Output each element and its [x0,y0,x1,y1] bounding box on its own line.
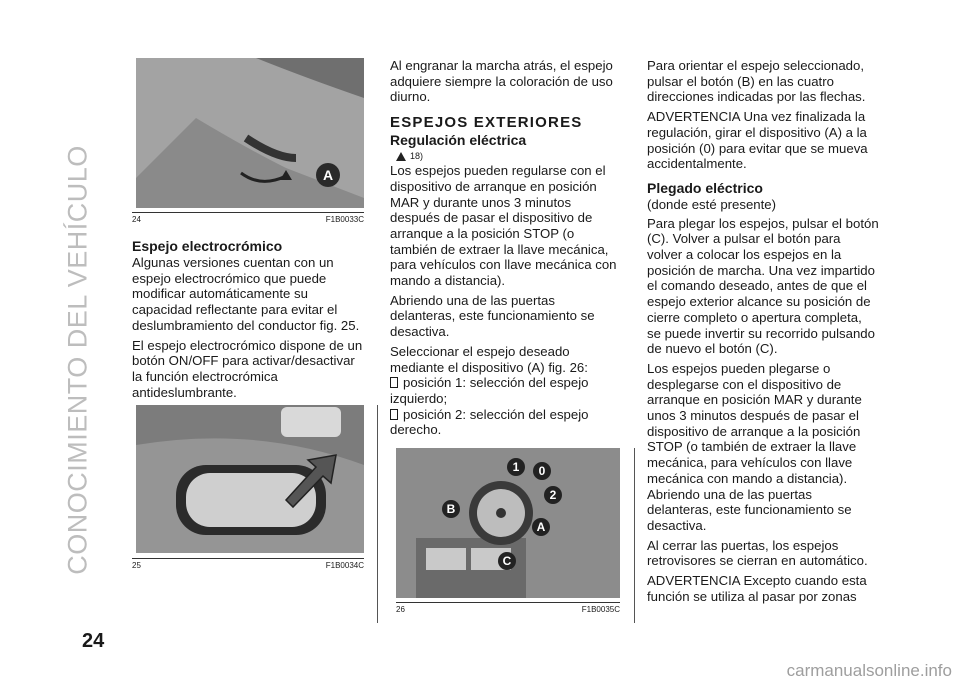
figure-26-image [396,448,620,598]
rearview-mirror-illustration [136,58,364,208]
figure-24-number: 24 [132,215,141,224]
paragraph: Los espejos pueden regularse con el dispositivo de arranque en posición MAR y durante unos 3 minutos después de pasar el dispositivo de arranque a la posición STOP (o también de extraer la llave mecánica, para vehículos con llave mecánica con mando a distancia). [390,163,617,289]
figure-26-label-b: B [442,500,460,518]
figure-25-image [136,405,364,553]
paragraph: Al engranar la marcha atrás, el espejo adquiere siempre la coloración de uso diurno. [390,58,613,105]
paragraph: Para orientar el espejo seleccionado, pulsar el botón (B) en las cuatro direcciones indicadas por las flechas. [647,58,866,105]
watermark: carmanualsonline.info [786,661,952,680]
section-heading-electrochromic: Espejo electrocrómico [132,238,283,254]
figure-25-code: F1B0034C [325,561,364,570]
paragraph: Seleccionar el espejo deseado mediante el dispositivo (A) fig. 26: [390,343,588,375]
side-section-title: CONOCIMIENTO DEL VEHÍCULO [62,145,93,575]
figure-24-label-a: A [322,167,334,183]
paragraph: ADVERTENCIA Excepto cuando esta función se utiliza al pasar por zonas [647,573,867,604]
paragraph: ADVERTENCIA Una vez finalizada la regulación, girar el dispositivo (A) a la posición (0) para evitar que se mueva accidentalmente. [647,109,868,172]
list-item: posición 2: selección del espejo derecho. [390,407,620,438]
figure-24-code: F1B0033C [325,215,364,224]
figure-24-image [136,58,364,208]
warning-reference-number: 18) [410,151,424,162]
column-divider [377,405,378,623]
warning-reference [396,151,620,161]
figure-26-label-0: 0 [533,462,551,480]
paragraph: Al cerrar las puertas, los espejos retrovisores se cierran en automático. [647,537,868,569]
subheading-electric-folding: Plegado eléctrico [647,179,763,196]
interior-mirror-illustration [136,405,364,553]
subheading-note: (donde esté presente) [647,196,777,212]
page-number: 24 [82,630,105,652]
figure-26-caption [396,602,620,614]
figure-24-caption [132,212,364,224]
subheading-electric-adjustment: Regulación eléctrica [390,132,527,149]
figure-26-label-a: A [532,518,550,536]
figure-26-label-c: C [498,552,516,570]
paragraph: El espejo electrocrómico dispone de un botón ON/OFF para activar/desactivar la función electrocrómica antideslumbrante. [132,337,363,400]
list-item: posición 1: selección del espejo izquierdo; [390,375,620,406]
figure-25-caption [132,558,364,570]
figure-26-label-2: 2 [544,486,562,504]
figure-26-code: F1B0035C [581,605,620,614]
figure-25-number: 25 [132,561,141,570]
warning-triangle-icon [396,152,406,161]
paragraph: Algunas versiones cuentan con un espejo electrocrómico que puede modificar automáticamente su capacidad reflectante para evitar el deslumbramiento del conductor fig. 25. [132,255,360,333]
paragraph: Abriendo una de las puertas delanteras, este funcionamiento se desactiva. [390,292,595,340]
figure-26-label-1: 1 [507,458,525,476]
paragraph: Para plegar los espejos, pulsar el botón (C). Volver a pulsar el botón para volver a colocar los espejos en la posición de marcha. Una vez impartido el comando deseado, antes de que el espejo exterior alcance su posición de cierre completo o apertura completa, se puede invertir su recorrido pulsando de nuevo el botón (C). [647,215,879,357]
paragraph: Los espejos pueden plegarse o desplegarse con el dispositivo de arranque en posición MAR y durante unos 3 minutos después de pasar el dispositivo de arranque a la posición STOP (o también de extraer la llave mecánica, para vehículos con llave mecánica con mando a distancia). Abriendo una de las puertas delanteras, este funcionamiento se desactiva. [647,360,862,533]
section-heading-exterior-mirrors: ESPEJOS EXTERIORES [390,114,583,132]
column-divider [634,448,635,623]
figure-26-number: 26 [396,605,405,614]
